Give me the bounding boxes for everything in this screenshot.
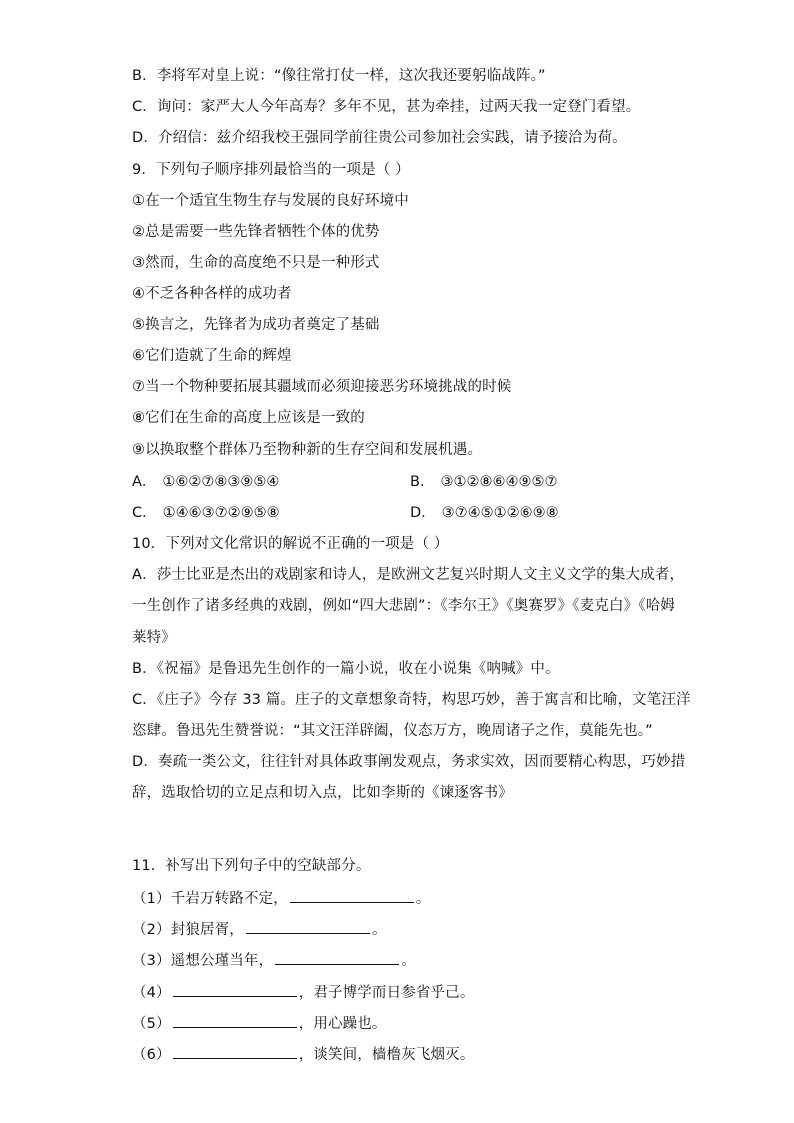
q8-option-c: C．询问：家严大人今年高寿？多年不见，甚为牵挂，过两天我一定登门看望。 <box>132 99 641 115</box>
q11-item-2-before: 封狼居胥， <box>170 922 244 938</box>
q11-item-1-after: 。 <box>415 891 431 907</box>
q11-item-6 <box>132 1044 475 1065</box>
q11-item-1-number: （1） <box>132 891 171 907</box>
q9-sentence-7: ⑦当一个物种要拓展其疆域而必须迎接恶劣环境挑战的时候 <box>132 379 512 395</box>
q9-option-b <box>410 472 557 492</box>
q9-sentence-4: ④不乏各种各样的成功者 <box>132 286 292 302</box>
q9-option-a-letter: A． <box>132 474 157 490</box>
q9-option-b-letter: B． <box>410 474 435 490</box>
q9-option-c-text: ①④⑥③⑦②⑨⑤⑧ <box>162 505 280 521</box>
q9-sentence-3: ③然而，生命的高度绝不只是一种形式 <box>132 255 380 271</box>
q10-stem: 10．下列对文化常识的解说不正确的一项是（ ） <box>132 536 449 552</box>
q11-item-4-after: ，君子博学而日参省乎己。 <box>298 985 475 1001</box>
q11-item-1 <box>132 888 431 909</box>
q11-item-5-after: ，用心躁也。 <box>298 1016 387 1032</box>
q11-item-4-number: （4） <box>132 985 171 1001</box>
q10-option-a-line2: 一生创作了诸多经典的戏剧，例如“四大悲剧”：《李尔王》《奥赛罗》《麦克白》《哈姆 <box>132 598 676 614</box>
q11-item-6-blank[interactable] <box>173 1044 297 1059</box>
q11-item-2-after: 。 <box>371 922 387 938</box>
q11-item-3-blank[interactable] <box>275 950 399 965</box>
q10-option-d-line2: 辞，选取恰切的立足点和切入点，比如李斯的《谏逐客书》 <box>132 785 513 801</box>
q11-item-1-blank[interactable] <box>290 888 414 903</box>
q11-item-6-after: ，谈笑间，樯橹灰飞烟灭。 <box>298 1047 475 1063</box>
q9-sentence-8: ⑧它们在生命的高度上应该是一致的 <box>132 410 365 426</box>
q11-item-3-after: 。 <box>401 953 416 969</box>
q8-option-d: D．介绍信：兹介绍我校王强同学前往贵公司参加社会实践，请予接洽为荷。 <box>132 130 627 146</box>
q9-sentence-1: ①在一个适宜生物生存与发展的良好环境中 <box>132 193 409 209</box>
q11-item-4-blank[interactable] <box>173 982 297 997</box>
q9-option-a <box>132 472 279 492</box>
q9-sentence-2: ②总是需要一些先锋者牺牲个体的优势 <box>132 224 380 240</box>
q11-item-5-blank[interactable] <box>173 1013 297 1028</box>
q10-option-a-line1: A．莎士比亚是杰出的戏剧家和诗人，是欧洲文艺复兴时期人文主义文学的集大成者， <box>132 567 685 583</box>
q8-option-b: B．李将军对皇上说：“像往常打仗一样，这次我还要躬临战阵。” <box>132 68 546 84</box>
q11-item-4 <box>132 982 475 1003</box>
q11-item-6-number: （6） <box>132 1047 171 1063</box>
q9-option-d <box>410 503 559 523</box>
q9-option-d-text: ③⑦④⑤①②⑥⑨⑧ <box>441 505 559 521</box>
q11-item-1-before: 千岩万转路不定， <box>170 891 288 907</box>
q9-sentence-9: ⑨以换取整个群体乃至物种新的生存空间和发展机遇。 <box>132 442 483 458</box>
q10-option-a-line3: 莱特》 <box>132 630 176 646</box>
q11-item-2 <box>132 919 387 940</box>
q9-option-b-text: ③①②⑧⑥④⑨⑤⑦ <box>440 474 558 490</box>
q10-option-c-line2: 恣肆。鲁迅先生赞誉说：“其文汪洋辟阖，仪态万方，晚周诸子之作，莫能先也。” <box>132 723 653 739</box>
q11-item-3 <box>132 950 416 971</box>
q10-option-d-line1: D．奏疏一类公文，往往针对具体政事阐发观点，务求实效，因而要精心构思，巧妙措 <box>132 754 686 770</box>
q11-item-3-number: （3） <box>132 953 171 969</box>
q9-option-d-letter: D． <box>410 505 436 521</box>
q11-item-2-number: （2） <box>132 922 171 938</box>
q9-option-c <box>132 503 280 523</box>
q11-item-2-blank[interactable] <box>246 919 370 934</box>
q11-item-3-before: 遥想公瑾当年， <box>170 953 274 969</box>
q9-sentence-5: ⑤换言之，先锋者为成功者奠定了基础 <box>132 317 380 333</box>
q11-item-5-number: （5） <box>132 1016 171 1032</box>
q10-option-b: B．《祝福》是鲁迅先生创作的一篇小说，收在小说集《呐喊》中。 <box>132 661 560 677</box>
q9-stem: 9．下列句子顺序排列最恰当的一项是（ ） <box>132 162 410 178</box>
q9-sentence-6: ⑥它们造就了生命的辉煌 <box>132 348 292 364</box>
q11-item-5 <box>132 1013 387 1034</box>
q10-option-c-line1: C．《庄子》今存 33 篇。庄子的文章想象奇特，构思巧妙，善于寓言和比喻，文笔汪洋 <box>132 692 691 708</box>
q9-option-a-text: ①⑥②⑦⑧③⑨⑤④ <box>162 474 280 490</box>
q11-stem: 11．补写出下列句子中的空缺部分。 <box>132 858 371 874</box>
q9-option-c-letter: C． <box>132 505 157 521</box>
